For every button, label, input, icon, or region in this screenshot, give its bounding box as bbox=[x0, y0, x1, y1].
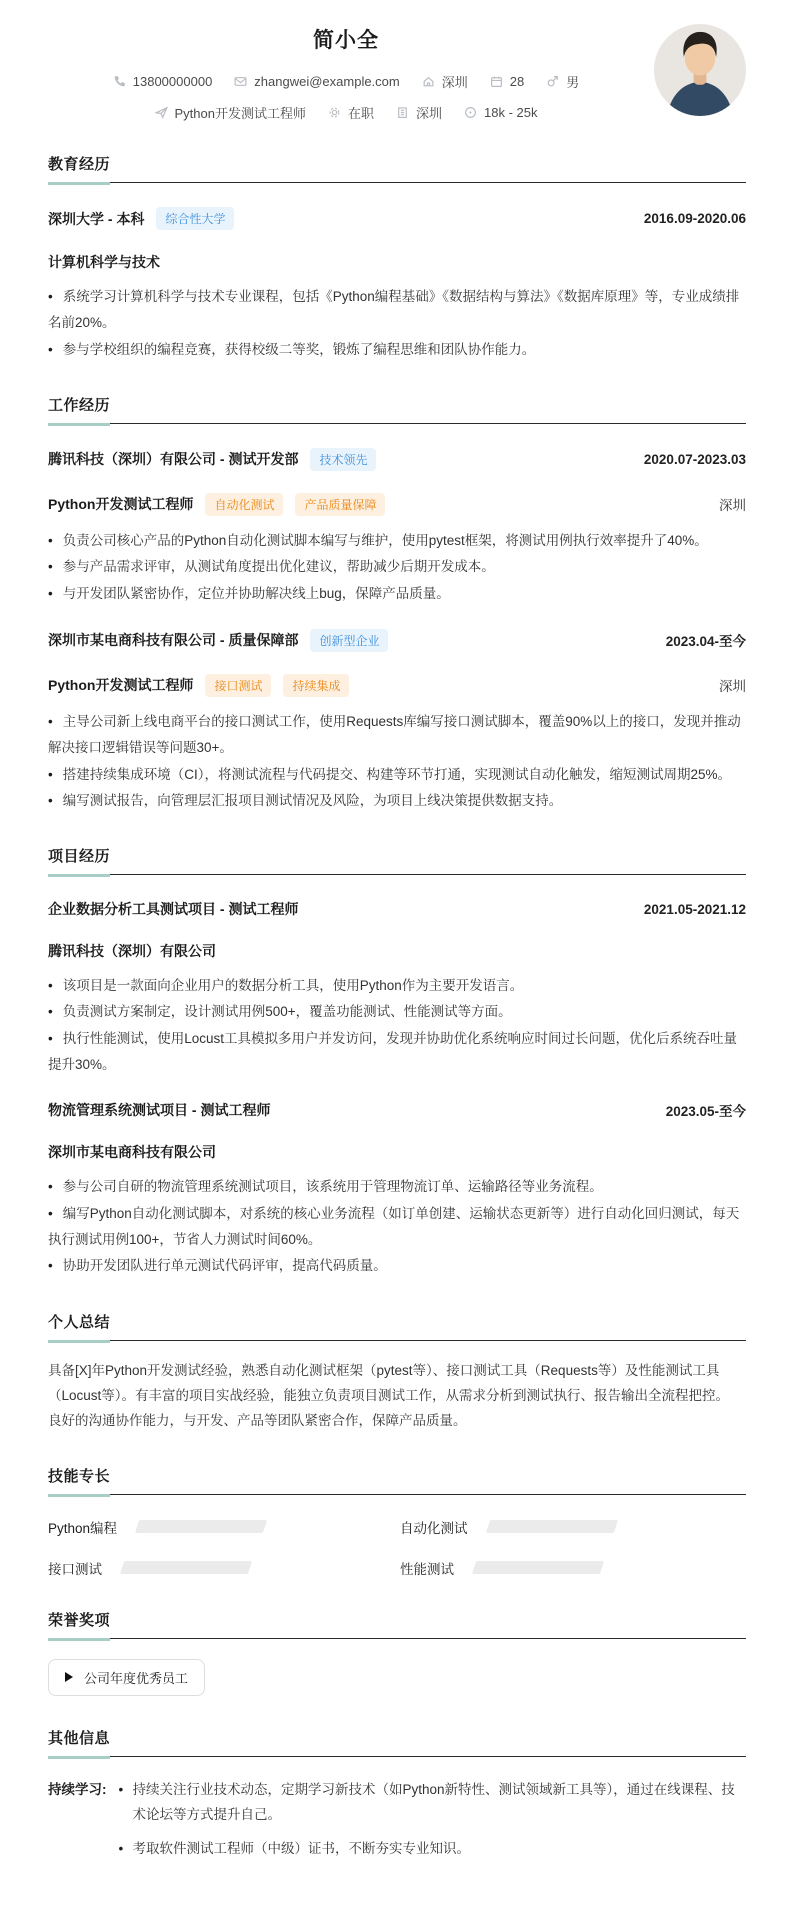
skill-item bbox=[400, 1558, 746, 1578]
project-name: 物流管理系统测试项目 - 测试工程师 bbox=[48, 1102, 271, 1119]
skill-bar bbox=[120, 1561, 252, 1574]
bullet: • 协助开发团队进行单元测试代码评审，提高代码质量。 bbox=[48, 1253, 746, 1279]
contact-phone-text: 13800000000 bbox=[132, 74, 213, 89]
bullet: • 负责测试方案制定，设计测试用例500+，覆盖功能测试、性能测试等方面。 bbox=[48, 999, 746, 1025]
section-education bbox=[48, 153, 746, 363]
education-major-row bbox=[48, 252, 746, 272]
header-main bbox=[48, 22, 644, 122]
bullet: • 执行性能测试，使用Locust工具模拟多用户并发访问，发现并协助优化系统响应时间过长问题，优化后系统吞吐量提升30%。 bbox=[48, 1026, 746, 1079]
project-company: 深圳市某电商科技有限公司 bbox=[48, 1144, 216, 1161]
company-name: 腾讯科技（深圳）有限公司 - 测试开发部 bbox=[48, 451, 299, 468]
skills-grid bbox=[48, 1517, 746, 1578]
section-honors-head bbox=[48, 1609, 746, 1641]
section-skills bbox=[48, 1465, 746, 1578]
section-title: 个人总结 bbox=[48, 1311, 110, 1343]
candidate-name: 简小全 bbox=[313, 29, 379, 52]
work-company-row bbox=[48, 629, 746, 652]
education-date: 2016.09-2020.06 bbox=[643, 211, 746, 226]
project-title-row bbox=[48, 899, 746, 919]
role-tag: 接口测试 bbox=[205, 674, 271, 697]
project-company-row bbox=[48, 941, 746, 961]
section-title: 技能专长 bbox=[48, 1465, 110, 1497]
salary-icon bbox=[464, 106, 477, 119]
bullet: • 持续关注行业技术动态，定期学习新技术（如Python新特性、测试领域新工具等），通过在线课程、技术论坛等方式提升自己。 bbox=[115, 1777, 747, 1828]
contact-location-text: 深圳 bbox=[441, 75, 468, 90]
other-list bbox=[115, 1777, 747, 1870]
other-row bbox=[48, 1777, 746, 1870]
skill-label: Python编程 bbox=[48, 1520, 118, 1536]
contact-age-text: 28 bbox=[509, 74, 525, 89]
contact-email-text: zhangwei@example.com bbox=[254, 74, 400, 89]
gender-icon bbox=[546, 75, 559, 88]
skill-bar bbox=[485, 1520, 617, 1533]
bullet: • 负责公司核心产品的Python自动化测试脚本编写与维护，使用pytest框架，将测试用例执行效率提升了40%。 bbox=[48, 528, 746, 554]
award-pill[interactable] bbox=[48, 1659, 205, 1696]
contact-phone bbox=[113, 74, 213, 89]
project-name: 企业数据分析工具测试项目 - 测试工程师 bbox=[48, 901, 299, 918]
contact-city bbox=[396, 103, 442, 122]
contact-position-text: Python开发测试工程师 bbox=[174, 106, 306, 121]
work-role-row bbox=[48, 674, 746, 697]
summary-text: 具备[X]年Python开发测试经验，熟悉自动化测试框架（pytest等）、接口测试工具（Requests等）及性能测试工具（Locust等）。有丰富的项目实战经验，能独立负责项目测试工作，从需求分析到测试执行、报告输出全流程把控。 良好的沟通协作能力，与开发、产品等团队紧密合作，保障产品质量。 bbox=[48, 1362, 730, 1428]
work-entry bbox=[48, 629, 746, 814]
bullet: • 该项目是一款面向企业用户的数据分析工具，使用Python作为主要开发语言。 bbox=[48, 973, 746, 999]
company-tag: 创新型企业 bbox=[310, 629, 388, 652]
school-tag: 综合性大学 bbox=[156, 207, 234, 230]
role-tag: 持续集成 bbox=[283, 674, 349, 697]
email-icon bbox=[234, 75, 247, 88]
contact-salary-text: 18k - 25k bbox=[484, 105, 538, 120]
section-skills-head bbox=[48, 1465, 746, 1497]
section-education-head bbox=[48, 153, 746, 185]
section-summary bbox=[48, 1311, 746, 1434]
age-icon bbox=[490, 75, 503, 88]
phone-icon bbox=[113, 75, 126, 88]
bullet: • 参与学校组织的编程竞赛，获得校级二等奖，锻炼了编程思维和团队协作能力。 bbox=[48, 337, 746, 363]
section-title: 荣誉奖项 bbox=[48, 1609, 110, 1641]
education-bullets bbox=[48, 284, 746, 363]
bullet: • 编写Python自动化测试脚本，对系统的核心业务流程（如订单创建、运输状态更新等）进行自动化回归测试，每天执行测试用例100+，节省人力测试时间60%。 bbox=[48, 1201, 746, 1254]
skill-item bbox=[48, 1558, 400, 1578]
position-icon bbox=[155, 106, 168, 119]
contact-row-1 bbox=[48, 72, 644, 91]
skill-item bbox=[48, 1517, 400, 1537]
project-title-row bbox=[48, 1100, 746, 1120]
section-other-head bbox=[48, 1727, 746, 1759]
education-entry-head bbox=[48, 207, 746, 230]
skill-bar bbox=[135, 1520, 267, 1533]
role-title: Python开发测试工程师 bbox=[48, 496, 194, 513]
section-honors bbox=[48, 1609, 746, 1696]
work-company-row bbox=[48, 448, 746, 471]
section-rule bbox=[110, 423, 746, 424]
work-bullets bbox=[48, 709, 746, 814]
skill-label: 性能测试 bbox=[400, 1561, 454, 1577]
project-entry bbox=[48, 899, 746, 1078]
skill-bar bbox=[472, 1561, 604, 1574]
major: 计算机科学与技术 bbox=[48, 254, 160, 270]
bullet: • 与开发团队紧密协作，定位并协助解决线上bug，保障产品质量。 bbox=[48, 581, 746, 607]
contact-city-text: 深圳 bbox=[416, 106, 443, 121]
bullet: • 参与公司自研的物流管理系统测试项目，该系统用于管理物流订单、运输路径等业务流程。 bbox=[48, 1174, 746, 1200]
bullet: • 考取软件测试工程师（中级）证书，不断夯实专业知识。 bbox=[115, 1836, 747, 1862]
section-title: 其他信息 bbox=[48, 1727, 110, 1759]
section-rule bbox=[110, 1340, 746, 1341]
contact-position bbox=[155, 103, 306, 122]
work-city: 深圳 bbox=[719, 498, 746, 514]
bullet: • 搭建持续集成环境（CI），将测试流程与代码提交、构建等环节打通，实现测试自动化触发，缩短测试周期25%。 bbox=[48, 762, 746, 788]
contact-age bbox=[490, 74, 524, 89]
project-date: 2021.05-2021.12 bbox=[643, 901, 746, 917]
school-name: 深圳大学 - 本科 bbox=[48, 210, 145, 227]
other-label: 持续学习: bbox=[48, 1781, 107, 1797]
play-triangle-icon bbox=[65, 1672, 73, 1682]
skill-item bbox=[400, 1517, 746, 1537]
company-name: 深圳市某电商科技有限公司 - 质量保障部 bbox=[48, 632, 299, 649]
contact-salary bbox=[464, 105, 537, 120]
location-icon bbox=[422, 75, 435, 88]
work-entry bbox=[48, 448, 746, 607]
section-rule bbox=[110, 1756, 746, 1757]
work-role-row bbox=[48, 493, 746, 516]
status-gear-icon bbox=[328, 106, 341, 119]
section-summary-head bbox=[48, 1311, 746, 1343]
project-date: 2023.05-至今 bbox=[665, 1104, 746, 1120]
bullet: • 系统学习计算机科学与技术专业课程，包括《Python编程基础》《数据结构与算法》《数据库原理》等，专业成绩排名前20%。 bbox=[48, 284, 746, 337]
section-work bbox=[48, 394, 746, 814]
project-entry bbox=[48, 1100, 746, 1279]
section-rule bbox=[110, 874, 746, 875]
avatar bbox=[654, 24, 746, 116]
contact-gender bbox=[546, 72, 579, 91]
work-date: 2023.04-至今 bbox=[665, 634, 746, 650]
section-rule bbox=[110, 182, 746, 183]
contact-location bbox=[422, 72, 468, 91]
section-projects-head bbox=[48, 845, 746, 877]
bullet: • 编写测试报告，向管理层汇报项目测试情况及风险，为项目上线决策提供数据支持。 bbox=[48, 788, 746, 814]
section-rule bbox=[110, 1638, 746, 1639]
work-date: 2020.07-2023.03 bbox=[643, 451, 746, 467]
skill-label: 自动化测试 bbox=[400, 1520, 468, 1536]
contact-status-text: 在职 bbox=[347, 106, 374, 121]
skill-label: 接口测试 bbox=[48, 1561, 102, 1577]
contact-status bbox=[328, 103, 374, 122]
work-city: 深圳 bbox=[719, 679, 746, 695]
project-company-row bbox=[48, 1142, 746, 1162]
company-tag: 技术领先 bbox=[310, 448, 376, 471]
award-label: 公司年度优秀员工 bbox=[84, 1670, 189, 1686]
project-company: 腾讯科技（深圳）有限公司 bbox=[48, 943, 216, 960]
section-title: 项目经历 bbox=[48, 845, 110, 877]
section-projects bbox=[48, 845, 746, 1280]
role-tag: 产品质量保障 bbox=[295, 493, 385, 516]
bullet: • 参与产品需求评审，从测试角度提出优化建议，帮助减少后期开发成本。 bbox=[48, 554, 746, 580]
work-bullets bbox=[48, 528, 746, 607]
city-building-icon bbox=[396, 106, 409, 119]
bullet: • 主导公司新上线电商平台的接口测试工作，使用Requests库编写接口测试脚本，覆盖90%以上的接口，发现并推动解决接口逻辑错误等问题30+。 bbox=[48, 709, 746, 762]
contact-email bbox=[234, 74, 399, 89]
section-title: 教育经历 bbox=[48, 153, 110, 185]
resume-header bbox=[48, 22, 746, 122]
contact-gender-text: 男 bbox=[566, 75, 580, 90]
section-rule bbox=[110, 1494, 746, 1495]
section-other bbox=[48, 1727, 746, 1870]
project-bullets bbox=[48, 1174, 746, 1279]
role-tag: 自动化测试 bbox=[205, 493, 283, 516]
project-bullets bbox=[48, 973, 746, 1078]
role-title: Python开发测试工程师 bbox=[48, 677, 194, 694]
section-work-head bbox=[48, 394, 746, 426]
section-title: 工作经历 bbox=[48, 394, 110, 426]
contact-row-2 bbox=[48, 103, 644, 122]
